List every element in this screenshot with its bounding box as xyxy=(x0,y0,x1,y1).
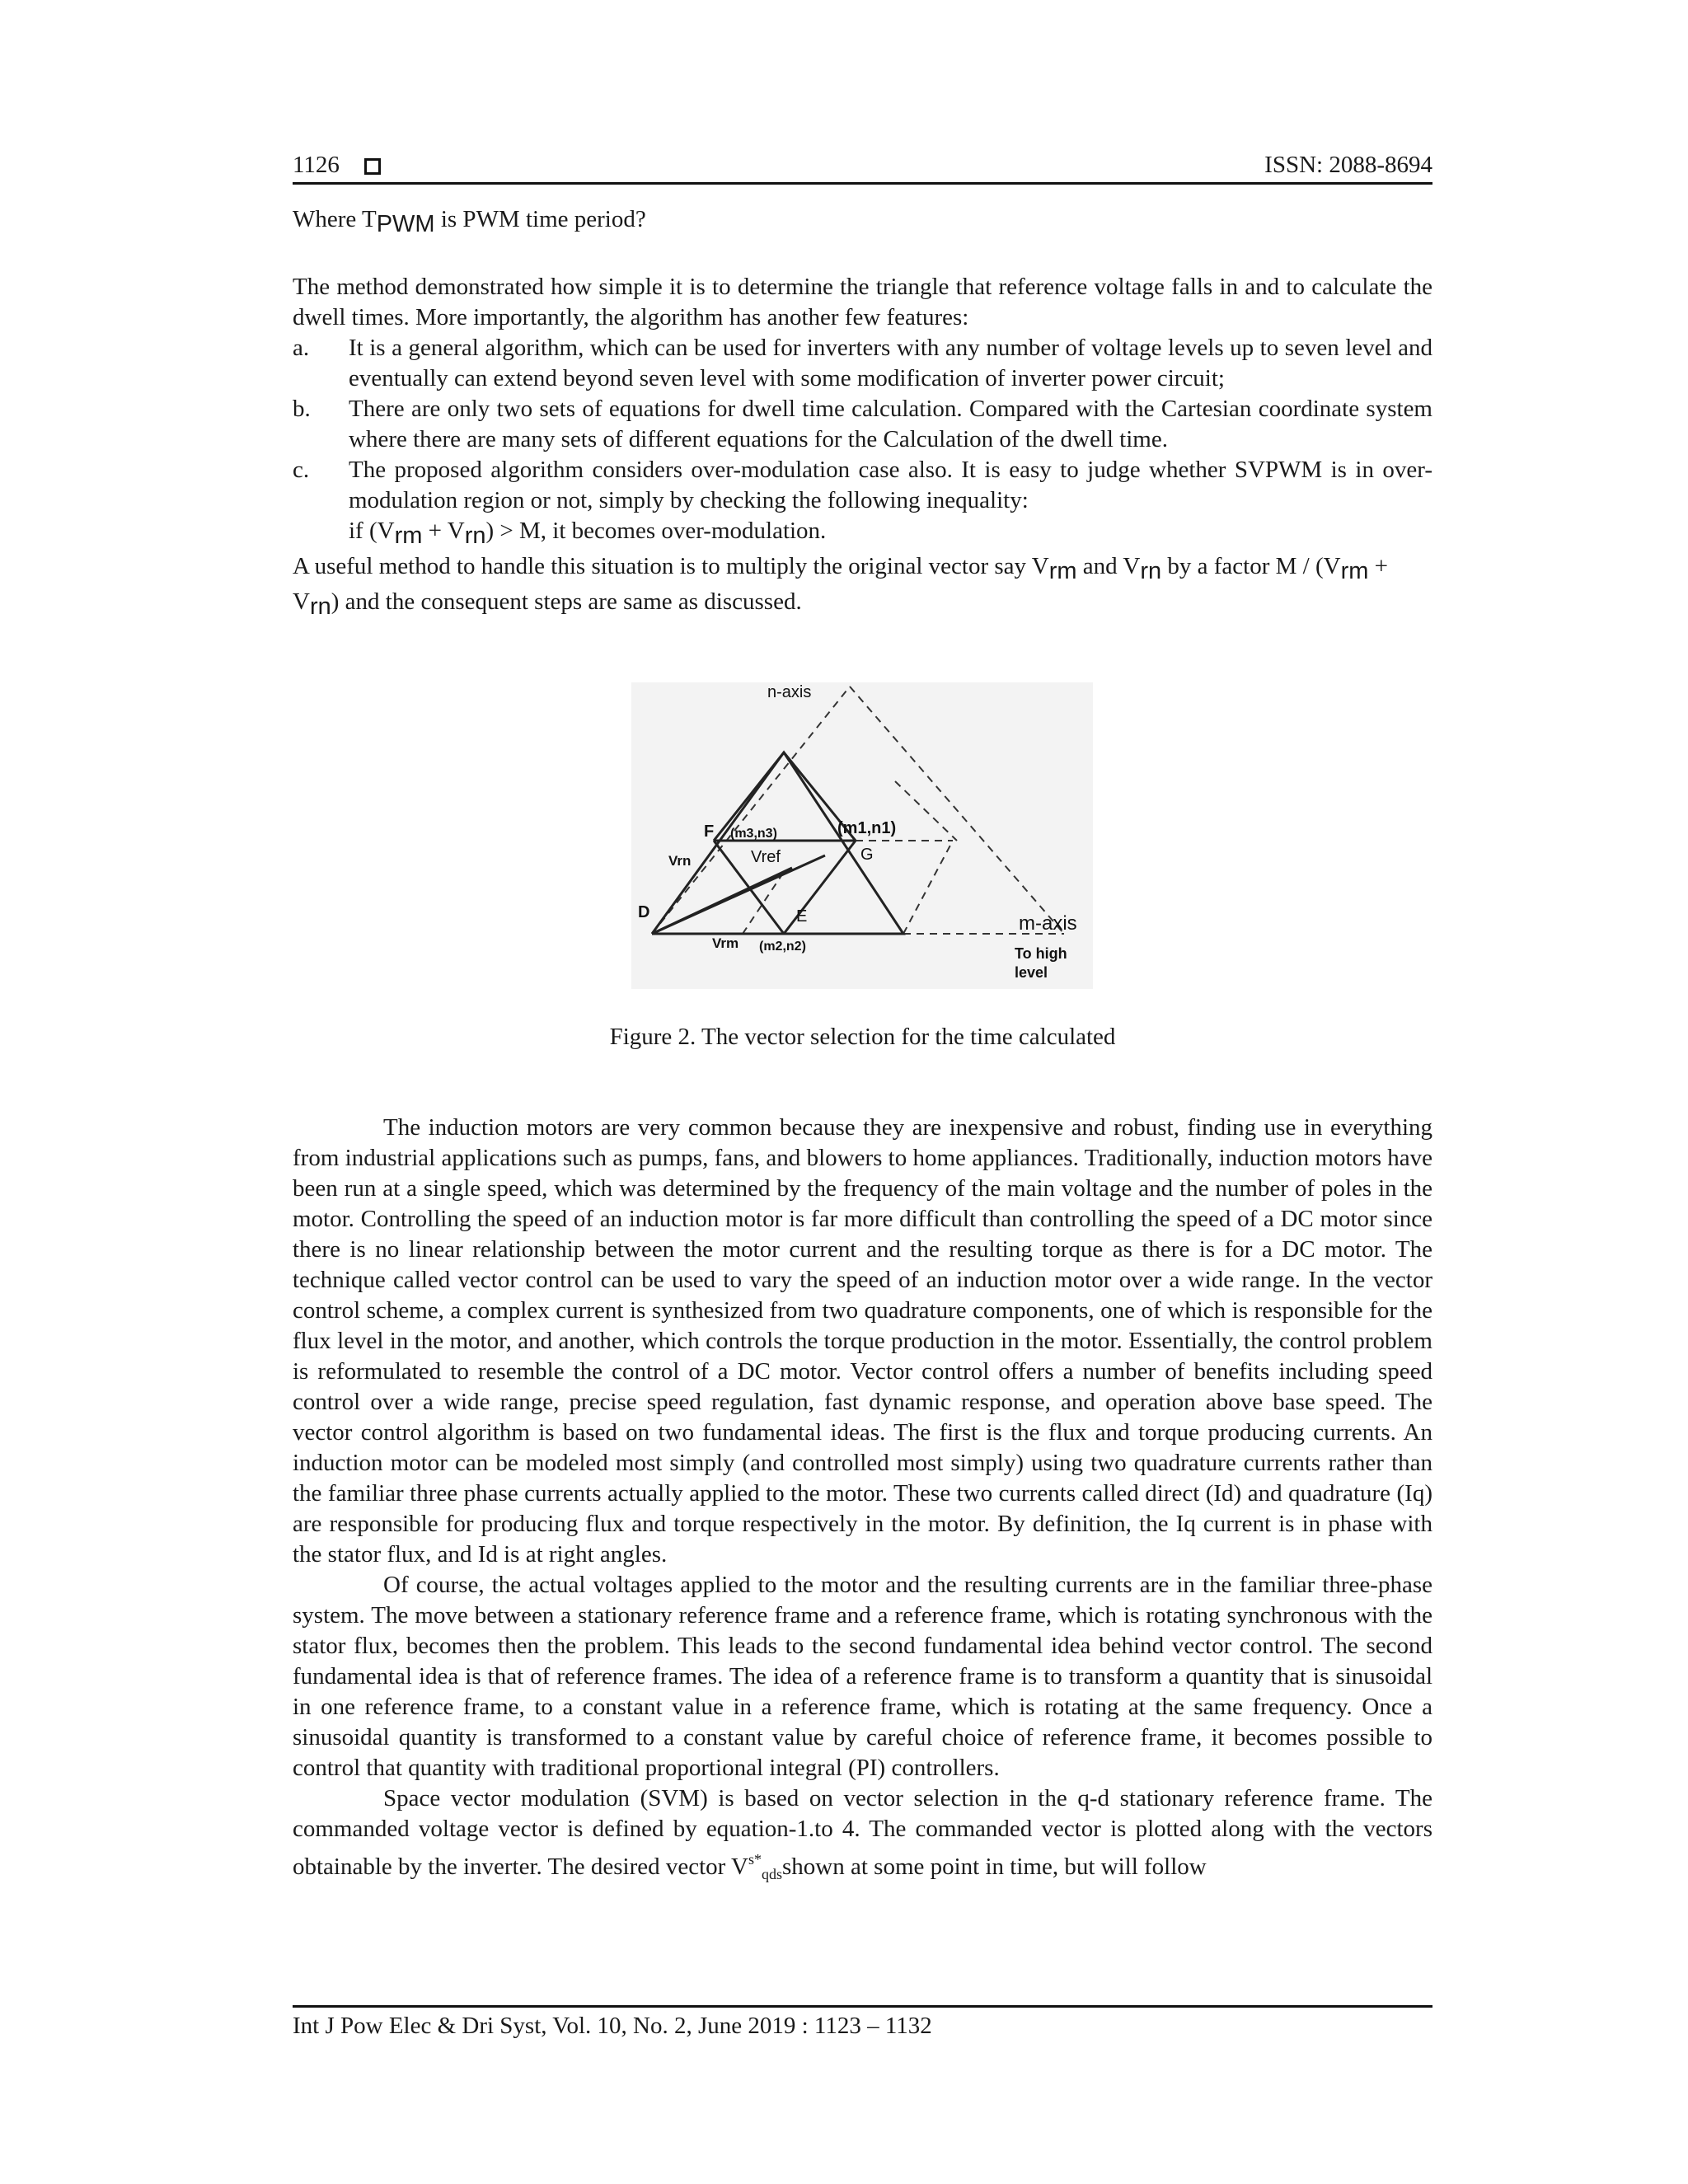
where-post: is PWM time period? xyxy=(434,206,646,232)
method-section xyxy=(293,272,1432,622)
svm-paragraph xyxy=(293,1783,1432,1890)
useful-part: by a factor M / (V xyxy=(1161,553,1341,579)
body-text xyxy=(293,1113,1432,1890)
useful-sub: rn xyxy=(309,593,331,620)
feature-marker: a. xyxy=(293,335,310,361)
issn: ISSN: 2088-8694 xyxy=(1264,152,1432,178)
useful-sub: rn xyxy=(1140,558,1162,584)
feature-item xyxy=(293,455,1432,516)
label-n-axis: n-axis xyxy=(767,683,812,701)
ineq-sub: rm xyxy=(394,523,423,549)
body-paragraph: The induction motors are very common because they are inexpensive and robust, finding use in everything from industrial applications such as pumps, fans, and blowers to home appliances. Traditionally, induction motors have been run at a single speed, which was determined by the frequency of the main voltage and the number of poles in the motor. Controlling the speed of an induction motor is far more difficult than controlling the speed of a DC motor since there is no linear relationship between the motor current and the resulting torque as there is for a DC motor. The technique called vector control can be used to vary the speed of an induction motor over a wide range. In the vector control scheme, a complex current is synthesized from two quadrature components, one of which is responsible for the flux level in the motor, and another, which controls the torque production in the motor. Essentially, the control problem is reformulated to resemble the control of a DC motor. Vector control offers a number of benefits including speed control over a wide range, precise speed regulation, fast dynamic response, and operation above base speed. The vector control algorithm is based on two fundamental ideas. The first is the flux and torque producing currents. An induction motor can be modeled most simply (and controlled most simply) using two quadrature currents rather than the familiar three phase currents actually applied to the motor. These two currents called direct (Id) and quadrature (Iq) are responsible for producing flux and torque respectively in the motor. By definition, the Iq current is in phase with the stator flux, and Id is at right angles. xyxy=(293,1114,1432,1568)
line-E-G xyxy=(784,841,856,934)
box-icon xyxy=(364,158,381,175)
ineq-part: if (V xyxy=(349,518,395,544)
label-F: F xyxy=(704,823,715,841)
label-Vrm: Vrm xyxy=(712,935,739,951)
figure-caption: Figure 2. The vector selection for the time calculated xyxy=(609,1024,1116,1050)
label-to-high: To high xyxy=(1015,945,1067,962)
feature-text: It is a general algorithm, which can be used for inverters with any number of voltage levels up to seven level and eventually can extend beyond seven level with some modification of inverter power circuit; xyxy=(349,335,1432,391)
useful-sub: rm xyxy=(1340,558,1369,584)
method-paragraph: The method demonstrated how simple it is to determine the triangle that reference voltage falls in and to calculate the dwell times. More importantly, the algorithm has another few features: xyxy=(293,274,1432,330)
useful-paragraph xyxy=(293,551,1432,622)
page-footer: Int J Pow Elec & Dri Syst, Vol. 10, No. 2, June 2019 : 1123 – 1132 xyxy=(293,2005,1432,2040)
svm-text: Space vector modulation (SVM) is based on vector selection in the q-d stationary reference frame. The commanded voltage vector is defined by equation-1.to 4. The commanded vector is plotted along with the vectors obtainable by the inverter. The desired vector V xyxy=(293,1785,1432,1880)
outer-right-edge xyxy=(850,687,1064,934)
useful-sub: rm xyxy=(1048,558,1077,584)
useful-part: and V xyxy=(1076,553,1141,579)
triangle-outer xyxy=(652,752,903,934)
ineq-part: ) > M, it becomes over-modulation. xyxy=(485,518,827,544)
feature-text: There are only two sets of equations for dwell time calculation. Compared with the Cartesian coordinate system where there are many sets of different equations for the Calculation of the dwell time. xyxy=(349,396,1432,452)
svm-tail: shown at some point in time, but will follow xyxy=(782,1854,1207,1880)
where-sub: PWM xyxy=(376,211,435,237)
useful-part: + V xyxy=(293,553,1388,615)
g-dashed-diag xyxy=(903,841,953,934)
ineq-sub: rn xyxy=(464,523,486,549)
figure-vector-diagram xyxy=(631,682,1093,989)
page-number: 1126 xyxy=(293,152,340,178)
feature-item xyxy=(293,333,1432,394)
useful-part: A useful method to handle this situation is to multiply the original vector say V xyxy=(293,553,1049,579)
ineq-part: + V xyxy=(422,518,465,544)
feature-item xyxy=(293,394,1432,455)
label-Vref: Vref xyxy=(751,848,781,866)
n-axis-line xyxy=(652,687,850,934)
label-E: E xyxy=(796,907,808,926)
label-D: D xyxy=(638,903,650,921)
where-pre: Where T xyxy=(293,206,377,232)
feature-text: The proposed algorithm considers over-modulation case also. It is easy to judge whether SVPWM is in over- modulation region or not, simply by checking the following inequality: xyxy=(349,457,1432,513)
inequality-line xyxy=(293,516,1432,551)
useful-part: ) and the consequent steps are same as discussed. xyxy=(331,588,802,615)
label-G: G xyxy=(860,846,874,864)
feature-marker: c. xyxy=(293,457,310,483)
label-level: level xyxy=(1015,964,1048,981)
svm-sup: s* xyxy=(748,1851,762,1868)
page-header xyxy=(293,147,1432,185)
top-dashed xyxy=(895,781,957,841)
feature-marker: b. xyxy=(293,396,311,422)
body-paragraph: Of course, the actual voltages applied to the motor and the resulting currents are in the familiar three-phase system. The move between a stationary reference frame and a reference frame, which is rotating synchronous with the stator flux, becomes then the problem. This leads to the second fundamental idea behind vector control. The second fundamental idea is that of reference frames. The idea of a reference frame is to transform a quantity that is sinusoidal in one reference frame, to a constant value in a reference frame, which is rotating at the same frequency. Once a sinusoidal quantity is transformed to a constant value by careful choice of reference frame, it becomes possible to control that quantity with traditional proportional integral (PI) controllers. xyxy=(293,1572,1432,1781)
where-line xyxy=(293,204,1432,240)
label-m-axis: m-axis xyxy=(1019,912,1077,935)
label-m1n1: (m1,n1) xyxy=(837,819,897,837)
label-m3n3: (m3,n3) xyxy=(730,827,777,841)
label-Vrn: Vrn xyxy=(668,853,692,869)
label-m2n2: (m2,n2) xyxy=(759,940,806,954)
header-left xyxy=(293,152,381,179)
svm-sub: qds xyxy=(761,1866,782,1882)
